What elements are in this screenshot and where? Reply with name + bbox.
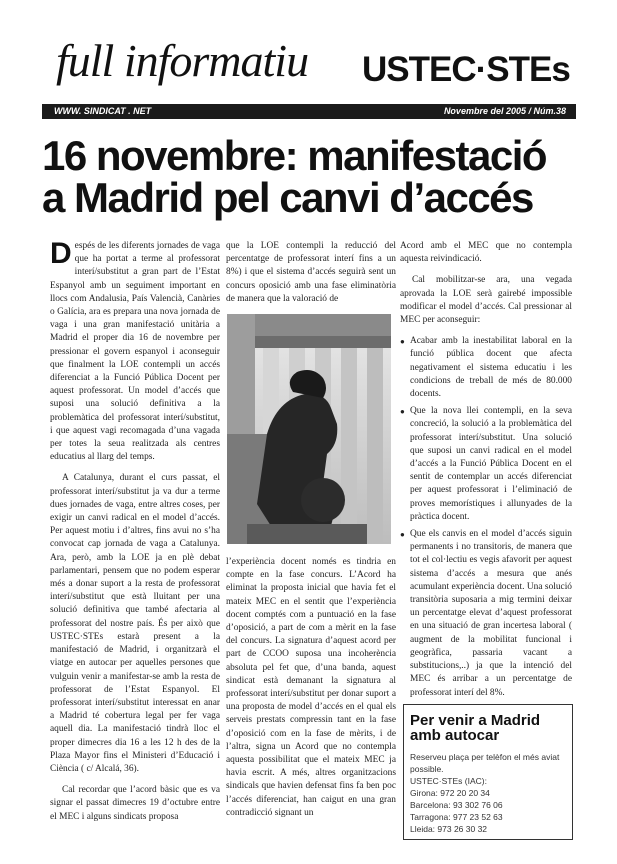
drop-cap: D bbox=[50, 240, 72, 270]
paragraph: Cal recordar que l’acord bàsic que es va signar el passat dimecres 19 d’octubre entre el MEC i alguns sindicats proposa bbox=[50, 785, 220, 822]
phone-tarragona[interactable]: Tarragona: 977 23 52 63 bbox=[410, 812, 503, 822]
article-column-1 bbox=[50, 240, 220, 840]
list-item: ● Que els canvis en el model d’accés siguin permanents i no transitoris, de manera que tot el col·lectiu es vegis afavorit per aquest sistema d’accés a mesura que anés acumulant experiència docent. Una solució transitòria suposaria a mig termini deixar un percentatge elevat d’aquest professorat en una situació de gran incertesa laboral ( augment de la mobilitat funcional i geogràfica, passaria vacant a substitucions,..) ja que la intenció del MEC és arribar a un percentatge de professorat interí del 8%. bbox=[400, 528, 572, 700]
paragraph: Cal mobilitzar-se ara, una vegada aprovada la LOE serà gairebé impossible modificar el model d’accés. Cal pressionar al MEC per aconseguir: bbox=[400, 275, 572, 326]
headline-line-2: a Madrid pel canvi d’accés bbox=[42, 174, 533, 221]
issue-date: Novembre del 2005 / Núm.38 bbox=[443, 106, 566, 116]
paragraph: Acord amb el MEC que no contempla aquesta reivindicació. bbox=[400, 241, 572, 265]
issue-bar bbox=[42, 104, 576, 119]
infobox-org: USTEC·STEs (IAC): bbox=[410, 776, 487, 786]
infobox-intro: Reserveu plaça per telèfon el més aviat possible. bbox=[410, 752, 560, 774]
paragraph-text: espés de les diferents jornades de vaga que ha portat a terme al professorat interí/substitut a gran part de l’Estat Espanyol amb un seguiment important en llocs com Andalusia, País Valencià, Canàries o Galícia, ara es prepara una nova jornada de vaga i una gran manifestació unitària a Madrid el proper dia 16 de novembre per pressionar el govern espanyol i aconseguir que finalment la LOE contempli un accés diferenciat a la Funció Pública Docent per aquest professorat. Un model d’accés que suposi una solució definitiva a la problemàtica del professorat interí/substitut, i que aquest vagi recomagada d’una vagada per totes la seua realitzada als centres educatius al llarg del temps. bbox=[50, 241, 220, 463]
phone-girona[interactable]: Girona: 972 20 20 34 bbox=[410, 788, 490, 798]
bus-info-box bbox=[403, 704, 573, 840]
demands-list bbox=[400, 335, 572, 699]
headline-line-1: 16 novembre: manifestació bbox=[42, 132, 547, 179]
brand-logo: USTEC·STEs bbox=[362, 50, 570, 89]
photo-illustration bbox=[227, 314, 391, 544]
phone-lleida[interactable]: Lleida: 973 26 30 32 bbox=[410, 824, 488, 834]
photo-congress-lion bbox=[227, 314, 391, 544]
infobox-body bbox=[410, 751, 570, 835]
paragraph: A Catalunya, durant el curs passat, el professorat interí/substitut ja va dur a terme dues jornades de vaga, entre altres coses, per exigir un canvi radical en el model d’accés. Per aquest motiu i d’altres, fins avui no s’ha convocat cap jornada de vaga a Catalunya. Ara, però, amb la LOE ja en plè debat parlamentari, pensem que no podem esperar més a donar suport a la resta de professorat interí/substitut que està lluitant per una solució definitiva que també afectaria al professorat del nostre país. És per això que USTEC·STEs estarà present a la manifestació de Madrid, i organitzarà el viatge en autocar per aquelles persones que vulguin venir a manifestar-se amb la resta de professorat de l’Estat Espanyol. El professorat interí/substitut interessat en anar a Madrid té cobertura legal per fer vaga aquell dia. La manifestació tindrà lloc el proper dimecres dia 16 a les 12 h des de la Plaza Mayor fins el Ministeri d’Educació i Ciència ( c/ Alcalá, 36). bbox=[50, 473, 220, 774]
paragraph: l’experiència docent només es tindria en compte en la fase concurs. L’Acord ha eliminat la proposta inicial que havia fet el mateix MEC en el sentit que l’experiència docent comptés com a puntuació en la fase d’oposició, a part de com a mèrit en la fase del concurs. La signatura d’aquest acord per part de CCOO suposa una incoherència absoluta pel fet que, d’una banda, aquest sindicat està demanant la signatura al professorat interí/substitut per donar suport a una proposta de model d’accés en el qual els serveis prestats compressin tant en la fase d’oposició com en la fase de mèrits, i de l’altra, signa un Acord que no contempla aquesta possibilitat que el mateix MEC ja havia escrit. A més, altres organitzacions sindicals que havien defensat fins fa ben poc l’accés diferenciat, han caigut en una gran contradicció signant un bbox=[226, 557, 396, 818]
article-column-2-bottom bbox=[226, 556, 396, 846]
masthead-title: full informatiu bbox=[56, 35, 309, 86]
article-column-2-top bbox=[226, 240, 396, 310]
paragraph bbox=[50, 240, 220, 464]
paragraph: que la LOE contempli la reducció del percentatge de professorat interí fins a un 8%) i que el sistema d’accés seguirà sent un concurs oposició amb una fase eliminatòria de manera que la valoració de bbox=[226, 241, 396, 304]
list-item: ● Acabar amb la inestabilitat laboral en la funció pública docent que afecta negativament el sistema educatiu i les condicions de treball de més de 80.000 docents. bbox=[400, 335, 572, 401]
infobox-title: Per venir a Madrid amb autocar bbox=[410, 712, 541, 744]
page-title bbox=[42, 132, 582, 221]
website-link[interactable]: WWW. SINDICAT . NET bbox=[54, 106, 152, 116]
phone-barcelona[interactable]: Barcelona: 93 302 76 06 bbox=[410, 800, 503, 810]
list-item: ● Que la nova llei contempli, en la seva concreció, la solució a la problemàtica del professorat interí/substitut. Una solució que suposi un canvi radical en el model d’accés a la Funció Pública Docent en el sentit de contemplar un accés diferenciat per aquest professorat i l’eliminació de proves memorístiques i allunyades de la pràctica docent. bbox=[400, 405, 572, 524]
article-column-3 bbox=[400, 240, 572, 700]
